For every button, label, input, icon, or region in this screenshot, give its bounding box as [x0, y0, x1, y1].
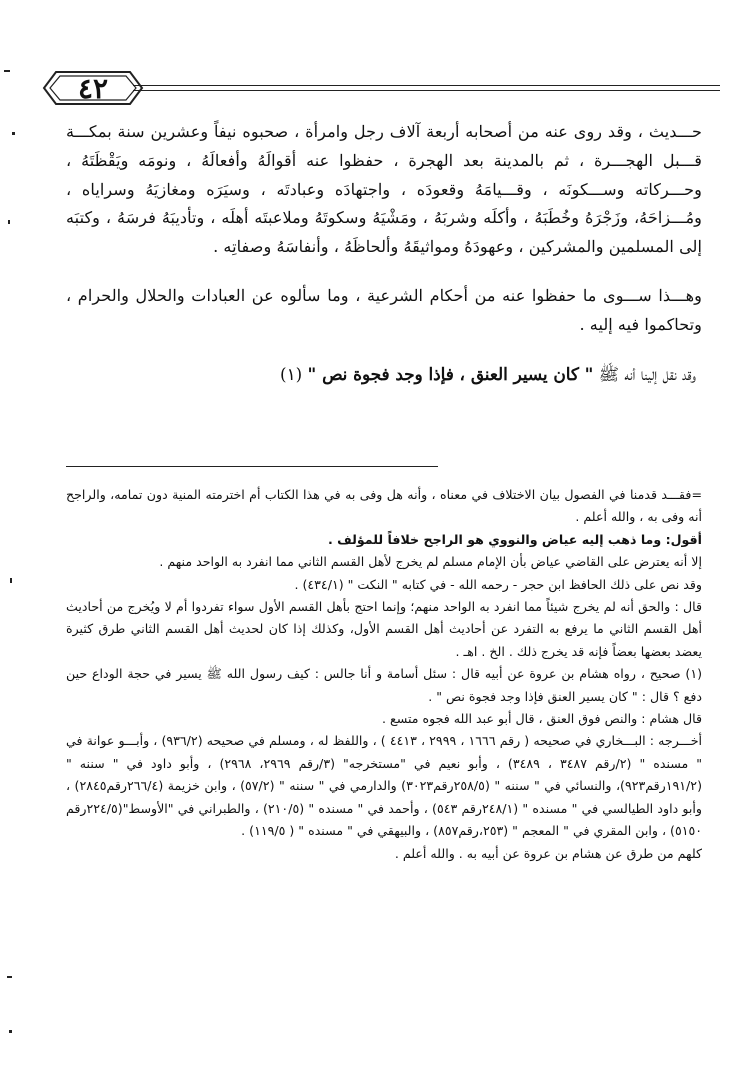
page-number-badge — [42, 70, 144, 106]
scan-mark — [10, 578, 12, 583]
footnote-line: أقول: وما ذهب إليه عياض والنووي هو الراجح خلافاً للمؤلف . — [328, 531, 702, 547]
footnote-line: =فقـــد قدمنا في الفصول بيان الاختلاف في معناه ، وأنه هل وفى به في هذا الكتاب أم اخترمته المنية دون تمامه، والراجح أنه وفى به ، والله أعلم . — [66, 487, 702, 525]
footnote-ref: (١) — [280, 363, 303, 384]
header-rule — [133, 85, 720, 86]
footnote-divider — [66, 466, 438, 467]
scan-mark — [4, 70, 10, 72]
quote-intro: وقد نقل إلينا أنه ﷺ — [598, 363, 696, 384]
footnote-line: قال هشام : والنص فوق العنق ، قال أبو عبد الله فجوه متسع . — [382, 711, 702, 727]
footnote-line: وقد نص على ذلك الحافظ ابن حجر - رحمه الله - في كتابه " النكت " (٤٣٤/١) . — [294, 576, 702, 592]
scan-mark — [7, 976, 12, 978]
quote-text: " كان يسير العنق ، فإذا وجد فجوة نص " — [307, 363, 594, 384]
body-paragraph: وهـــذا ســـوى ما حفظوا عنه من أحكام الشرعية ، وما سألوه عن العبادات والحلال والحرام ، وتحاكموا فيه إليه . — [66, 285, 702, 334]
hadith-quote — [66, 360, 702, 389]
footnote-line: أخـــرجه : البـــخاري في صحيحه ( رقم ١٦٦٦ ، ٢٩٩٩ ، ٤٤١٣ ) ، واللفظ له ، ومسلم في صحيحه (٩٣٦/٢) ، وأبـــو عوانة في " مسنده " (٢/رقم ٣٤٨٧ ، ٣٤٨٩) ، وأبو نعيم في "مستخرجه" (٣/رقم ٢٩٦٩، ٢٩٦٨) ، وأبو داود في " سننه " (١٩١/٢رقم٩٢٣)، والنسائي في " سننه " (٢٥٨/٥رقم٣٠٢٣) والدارمي في " سننه " (٥٧/٢) ، وابن خزيمة (٢٦٦/٤رقم٢٨٤٥) ، وأبو داود الطيالسي في " مسنده " (٢٤٨/١رقم ٥٤٣) ، وأحمد في " مسنده " (٢١٠/٥) ، والطبراني في "الأوسط"(٢٢٤/٥رقم ٥١٥٠) ، وابن المقري في " المعجم " (٢٥٣،رقم٨٥٧) ، والبيهقي في " مسنده " ( ١١٩/٥) . — [66, 733, 703, 839]
body-paragraph: حـــديث ، وقد روى عنه من أصحابه أربعة آلاف رجل وامرأة ، صحبوه نيفاً وعشرين سنة بمكـــة قـــبل الهجـــرة ، ثم بالمدينة بعد الهجرة ، حفظوا عنه أقوالَهُ وأفعالَهُ ، ونومَه ويَقْظَتَهُ ، وحـــركاته وســـكونَه ، وقـــيامَهُ وقعودَه ، واجتهادَه وعبادتَه ، وسيَرَه ومغازيَهُ وسراياه ، ومُـــزاحَهُ، وزَجْرَهُ وخُطَبَهُ ، وأكلَه وشربَهُ ، ومَشْيَهُ وسكوتَهُ وملاعبتَه أهلَه ، وتأديبَهُ فرسَهُ ، وكتبَه إلى المسلمين والمشركين ، وعهودَهُ ومواثيقَهُ وألحاظَهُ ، وأنفاسَهُ وصفاتِه . — [66, 122, 702, 257]
footnote-line: إلا أنه يعترض على القاضي عياض بأن الإمام مسلم لم يخرج لأهل القسم الثاني مما انفرد به الواحد منهم . — [159, 554, 702, 570]
scan-mark — [8, 220, 10, 224]
footnote-line: (١) صحيح ، رواه هشام بن عروة عن أبيه قال : سئل أسامة و أنا جالس : كيف رسول الله ﷺ يسير في حجة الوداع حين دفع ؟ قال : " كان يسير العنق فإذا وجد فجوة نص " . — [66, 666, 702, 704]
footnote-line: كلهم من طرق عن هشام بن عروة عن أبيه به . والله أعلم . — [394, 845, 702, 861]
page-number: ٤٢ — [77, 71, 109, 105]
scan-mark — [12, 132, 15, 135]
footnotes — [66, 484, 702, 865]
main-text — [66, 118, 702, 388]
header-rule — [133, 90, 720, 91]
footnote-line: قال : والحق أنه لم يخرج شيئاً مما انفرد به الواحد منهم؛ وإنما احتج بأهل القسم الأول سواء تفردوا أم لا ويُخرج من أحاديث أهل القسم الثاني ما يرفع به التفرد عن أحاديث أهل القسم الأول، وكذلك إذا كان لحديث أهل القسم الثاني طرق كثيرة يعضد بعضها بعضاً فإنه قد يخرج ذلك . الخ . اهـ . — [66, 599, 702, 659]
page-header — [38, 66, 720, 110]
scan-mark — [9, 1030, 12, 1033]
